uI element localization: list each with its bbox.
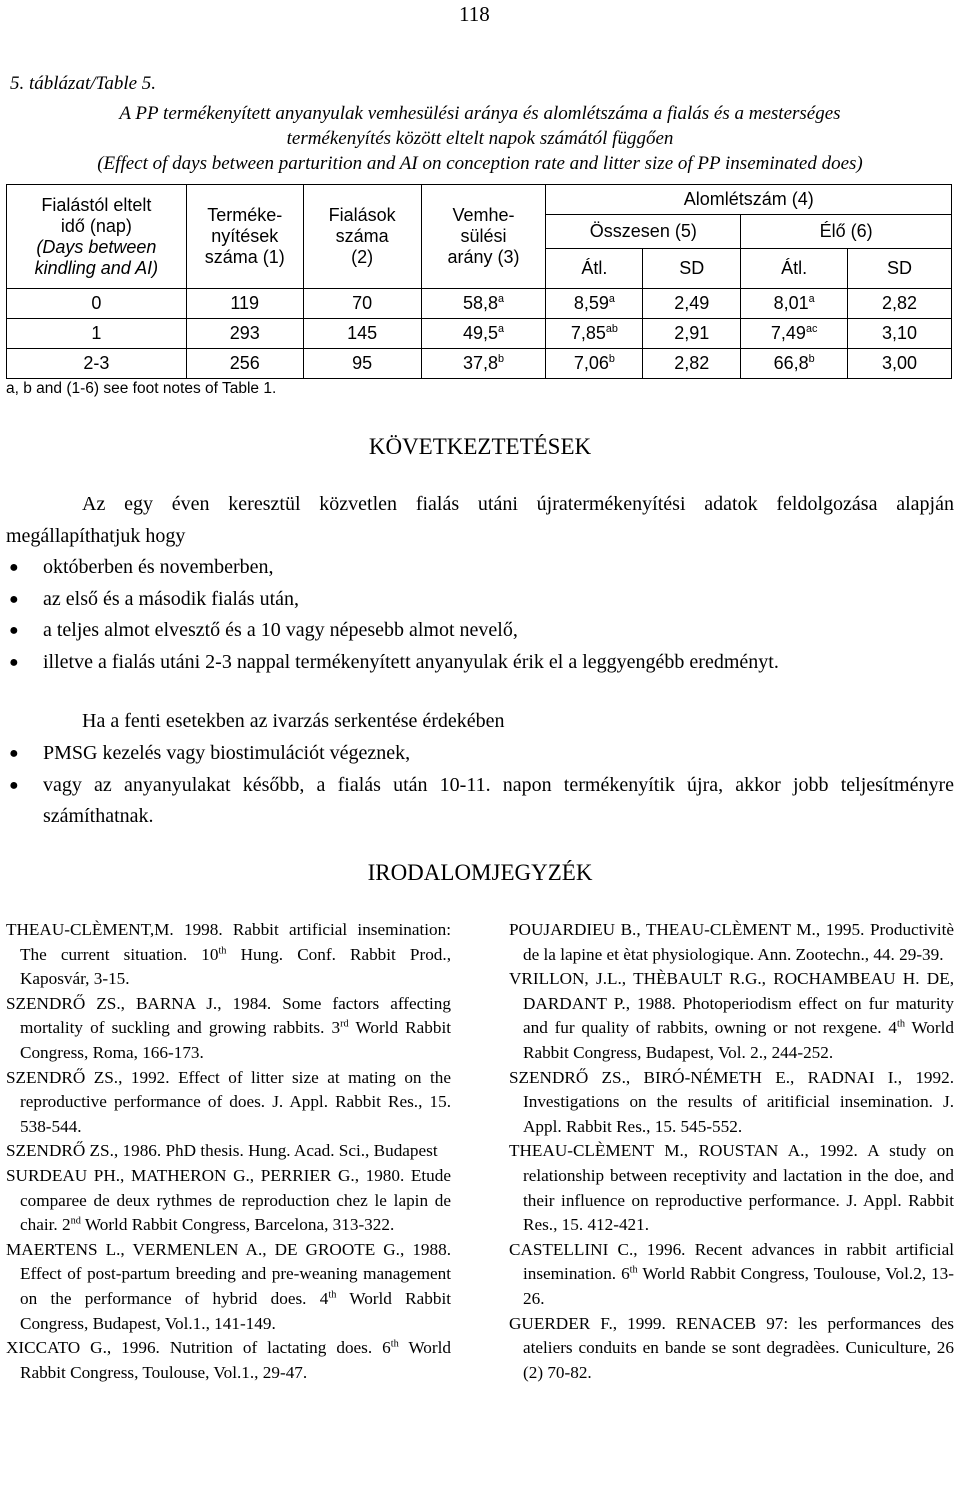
conclusions-heading: KÖVETKEZTETÉSEK xyxy=(368,434,592,459)
bullet-icon: ● xyxy=(9,559,19,576)
references-left-column xyxy=(6,918,451,1385)
header-conception-rate: Vemhe- sülési arány (3) xyxy=(421,185,546,289)
list-item: ● a teljes almot elvesztő és a 10 vagy népesebb almot nevelő, xyxy=(6,615,954,647)
conclusions-intro: Az egy éven keresztül közvetlen fialás utáni újratermékenyítési adatok feldolgozása alapján megállapíthatjuk hogy xyxy=(6,493,954,547)
reference-item: SZENDRŐ ZS., BIRÓ-NÉMETH E., RADNAI I., 1992. Investigations on the results of aritificial insemination. J. Appl. Rabbit Res., 15. 545-552. xyxy=(509,1067,954,1136)
reference-item: SZENDRŐ ZS., 1986. PhD thesis. Hung. Acad. Sci., Budapest xyxy=(6,1141,438,1161)
header-kindlings: Fialások száma (2) xyxy=(303,185,421,289)
table-row: 2-3 256 95 37,8$^b$ 7,06$^b$ 2,82 66,8$^b$ 3,00 xyxy=(7,349,952,379)
list-item: ● vagy az anyanyulakat később, a fialás után 10-11. napon termékenyítik újra, akkor jobb teljesítményre számíthatnak. xyxy=(6,770,954,833)
reference-item: GUERDER F., 1999. RENACEB 97: les performances des ateliers conduits en bande se sont degradèes. Cuniculture, 26 (2) 70-82. xyxy=(509,1313,954,1382)
header-days: Fialástól eltelt idő (nap) (Days between kindling and AI) xyxy=(7,185,187,289)
list-item: ● PMSG kezelés vagy biostimulációt végeznek, xyxy=(6,738,954,770)
table-row: 0 119 70 58,8$^a$ 8,59$^a$ 2,49 8,01$^a$ 2,82 xyxy=(7,289,952,319)
reference-item: SURDEAU PH., MATHERON G., PERRIER G., 1980. Etude comparee de deux rythmes de reproduction chez le lapin de chair. 2nd World Rabbit Congress, Barcelona, 313-322. xyxy=(6,1165,451,1235)
reference-item: SZENDRŐ ZS., BARNA J., 1984. Some factors affecting mortality of suckling and growing rabbits. 3rd World Rabbit Congress, Roma, 166-173. xyxy=(6,993,451,1062)
header-alive: Élő (6) xyxy=(741,215,952,249)
conclusions-para-2: Ha a fenti esetekben az ivarzás serkentése érdekében xyxy=(82,710,505,732)
header-total-sd: SD xyxy=(643,249,741,289)
table-caption-title-hu-1: A PP termékenyített anyanyulak vemhesülési aránya és alomlétszáma a fialás és a mesterséges xyxy=(119,103,841,124)
reference-item: VRILLON, J.L., THÈBAULT R.G., ROCHAMBEAU H. DE, DARDANT P., 1988. Photoperiodism effect on fur maturity and fur quality of rabbits, owning or not rexgene. 4th World Rabbit Congress, Budapest, Vol. 2., 244-252. xyxy=(509,969,954,1062)
list-item: ● az első és a második fialás után, xyxy=(6,584,954,616)
reference-item: POUJARDIEU B., THEAU-CLÈMENT M., 1995. Productivitè de la lapine et ètat physiologique. Ann. Zootechn., 44. 29-39. xyxy=(509,920,954,964)
bullet-icon: ● xyxy=(9,622,19,639)
header-alive-mean: Átl. xyxy=(741,249,848,289)
reference-item: THEAU-CLÈMENT,M. 1998. Rabbit artificial insemination: The current situation. 10th Hung. Conf. Rabbit Prod., Kaposvár, 3-15. xyxy=(6,920,451,989)
bullet-icon: ● xyxy=(9,776,19,794)
table-caption-title-hu-2: termékenyítés között eltelt napok számától függően xyxy=(286,128,674,149)
table-caption-label: 5. táblázat/Table 5. xyxy=(10,73,157,94)
reference-item: CASTELLINI C., 1996. Recent advances in rabbit artificial insemination. 6th World Rabbit Congress, Toulouse, Vol.2, 13-26. xyxy=(509,1239,954,1308)
header-inseminations: Terméke- nyítések száma (1) xyxy=(186,185,303,289)
references-right-column xyxy=(509,918,954,1385)
bullet-icon: ● xyxy=(9,653,19,671)
header-total-mean: Átl. xyxy=(546,249,643,289)
header-alive-sd: SD xyxy=(848,249,952,289)
reference-item: MAERTENS L., VERMENLEN A., DE GROOTE G., 1988. Effect of post-partum breeding and pre-weaning management on the performance of hybrid does. 4th World Rabbit Congress, Budapest, Vol.1., 141-149. xyxy=(6,1239,452,1333)
data-table xyxy=(6,184,952,379)
references-heading: IRODALOMJEGYZÉK xyxy=(367,860,593,885)
conclusions-list-2 xyxy=(6,738,954,833)
conclusions-list-1 xyxy=(6,552,954,678)
list-item: ● októberben és novemberben, xyxy=(6,552,954,584)
header-total: Összesen (5) xyxy=(546,215,741,249)
table-row: 1 293 145 49,5$^a$ 7,85$^{ab}$ 2,91 7,49$^{ac}$ 3,10 xyxy=(7,319,952,349)
table-footnote: a, b and (1-6) see foot notes of Table 1. xyxy=(6,380,277,397)
list-item: ● illetve a fialás utáni 2-3 nappal termékenyített anyanyulak érik el a leggyengébb eredményt. xyxy=(6,647,954,679)
bullet-icon: ● xyxy=(9,745,19,762)
reference-item: SZENDRŐ ZS., 1992. Effect of litter size at mating on the reproductive performance of does. J. Appl. Rabbit Res., 15. 538-544. xyxy=(6,1067,451,1136)
header-litter-size: Alomlétszám (4) xyxy=(546,185,952,215)
reference-item: THEAU-CLÈMENT M., ROUSTAN A., 1992. A study on relationship between receptivity and lactation in the doe, and their influence on reproductive performance. J. Appl. Rabbit Res., 15. 412-421. xyxy=(509,1141,954,1235)
table-caption-title-en: (Effect of days between parturition and AI on conception rate and litter size of PP inseminated does) xyxy=(97,153,863,174)
page-number: 118 xyxy=(459,2,490,26)
bullet-icon: ● xyxy=(9,590,19,608)
reference-item: XICCATO G., 1996. Nutrition of lactating does. 6th World Rabbit Congress, Toulouse, Vol.1., 29-47. xyxy=(6,1338,451,1382)
